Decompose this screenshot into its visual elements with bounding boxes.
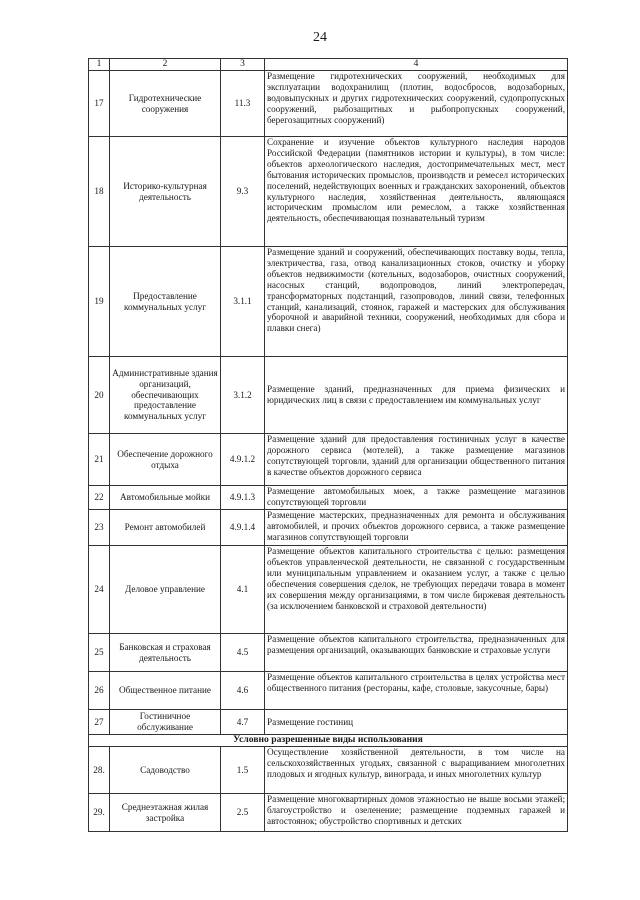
use-name: Обеспечение дорожного отдыха [110, 434, 221, 486]
header-cell: 2 [110, 59, 221, 71]
use-code: 4.1 [221, 546, 265, 634]
use-name: Предоставление коммунальных услуг [110, 247, 221, 357]
use-description: Размещение объектов капитального строительства с целью: размещения объектов управленческой деятельности, не связанной с государственным или муниципальным управлением и оказанием услуг, а также с целью обеспечения совершения сделок, не требующих передачи товара в момент их совершения между организациями, в том числе биржевая деятельность (за исключением банковской и страховой деятельности) [265, 546, 568, 634]
row-number: 29. [89, 794, 110, 832]
use-description: Размещение зданий, предназначенных для приема физических и юридических лиц в связи с предоставлением им коммунальных услуг [265, 357, 568, 434]
use-code: 2.5 [221, 794, 265, 832]
use-code: 3.1.1 [221, 247, 265, 357]
row-number: 26 [89, 672, 110, 710]
use-name: Садоводство [110, 747, 221, 794]
use-code: 4.9.1.2 [221, 434, 265, 486]
row-number: 22 [89, 486, 110, 510]
use-description: Осуществление хозяйственной деятельности, в том числе на сельскохозяйственных угодьях, связанной с выращиванием многолетних плодовых и ягодных культур, винограда, и иных многолетних культур [265, 747, 568, 794]
row-number: 20 [89, 357, 110, 434]
use-code: 4.9.1.3 [221, 486, 265, 510]
table-row [89, 510, 568, 546]
use-description: Размещение мастерских, предназначенных для ремонта и обслуживания автомобилей, и прочих объектов дорожного сервиса, а также размещение магазинов сопутствующей торговли [265, 510, 568, 546]
table-row [89, 247, 568, 357]
row-number: 25 [89, 634, 110, 672]
header-cell: 4 [265, 59, 568, 71]
table-row [89, 137, 568, 247]
use-description: Размещение объектов капитального строительства, предназначенных для размещения организаций, оказывающих банковские и страховые услуги [265, 634, 568, 672]
use-code: 1.5 [221, 747, 265, 794]
use-code: 4.6 [221, 672, 265, 710]
use-name: Автомобильные мойки [110, 486, 221, 510]
use-description: Размещение многоквартирных домов этажностью не выше восьми этажей; благоустройство и озеленение; размещение подземных гаражей и автостоянок; обустройство спортивных и детских [265, 794, 568, 832]
use-name: Деловое управление [110, 546, 221, 634]
row-number: 21 [89, 434, 110, 486]
use-name: Среднеэтажная жилая застройка [110, 794, 221, 832]
use-code: 11.3 [221, 71, 265, 137]
use-code: 4.7 [221, 710, 265, 735]
table-row [89, 747, 568, 794]
use-name: Гостиничное обслуживание [110, 710, 221, 735]
row-number: 27 [89, 710, 110, 735]
use-description: Размещение объектов капитального строительства в целях устройства мест общественного питания (рестораны, кафе, столовые, закусочные, бары) [265, 672, 568, 710]
use-description: Размещение гостиниц [265, 710, 568, 735]
row-number: 23 [89, 510, 110, 546]
use-code: 9.3 [221, 137, 265, 247]
use-code: 3.1.2 [221, 357, 265, 434]
use-name: Историко-культурная деятельность [110, 137, 221, 247]
use-description: Сохранение и изучение объектов культурного наследия народов Российской Федерации (памятников истории и культуры), в том числе: объектов археологического наследия, достопримечательных мест, мест бытования исторических промыслов, производств и ремесел исторических поселений, недействующих военных и гражданских захоронений, объектов культурного наследия, хозяйственная деятельность, являющаяся историческим промыслом или ремеслом, а также хозяйственная деятельность, обеспечивающая познавательный туризм [265, 137, 568, 247]
table-row [89, 672, 568, 710]
table-row [89, 434, 568, 486]
page-number: 24 [313, 30, 327, 45]
header-cell: 3 [221, 59, 265, 71]
use-description: Размещение зданий для предоставления гостиничных услуг в качестве дорожного сервиса (мотелей), а также размещение магазинов сопутствующей торговли, зданий для организации общественного питания в качестве объектов дорожного сервиса [265, 434, 568, 486]
row-number: 17 [89, 71, 110, 137]
use-code: 4.5 [221, 634, 265, 672]
use-description: Размещение гидротехнических сооружений, необходимых для эксплуатации водохранилищ (плотин, водосбросов, водозаборных, водовыпускных и других гидротехнических сооружений, судопропускных сооружений, рыбозащитных и рыбопропускных сооружений, берегозащитных сооружений) [265, 71, 568, 137]
table-row [89, 794, 568, 832]
section-title: Условно разрешенные виды использования [89, 735, 568, 747]
header-row [89, 59, 568, 71]
row-number: 28. [89, 747, 110, 794]
table-row [89, 486, 568, 510]
use-description: Размещение автомобильных моек, а также размещение магазинов сопутствующей торговли [265, 486, 568, 510]
use-name: Ремонт автомобилей [110, 510, 221, 546]
use-code: 4.9.1.4 [221, 510, 265, 546]
land-use-table [88, 58, 568, 832]
table-row [89, 710, 568, 735]
use-description: Размещение зданий и сооружений, обеспечивающих поставку воды, тепла, электричества, газа, отвод канализационных стоков, очистку и уборку объектов недвижимости (котельных, водозаборов, очистных сооружений, насосных станций, водопроводов, линий электропередач, трансформаторных подстанций, газопроводов, линий связи, телефонных станций, канализаций, стоянок, гаражей и мастерских для обслуживания уборочной и аварийной техники, сооружений, необходимых для сбора и плавки снега) [265, 247, 568, 357]
section-row [89, 735, 568, 747]
use-name: Банковская и страховая деятельность [110, 634, 221, 672]
use-name: Гидротехнические сооружения [110, 71, 221, 137]
table-row [89, 634, 568, 672]
table-row [89, 357, 568, 434]
header-cell: 1 [89, 59, 110, 71]
row-number: 24 [89, 546, 110, 634]
table-row [89, 71, 568, 137]
use-name: Административные здания организаций, обеспечивающих предоставление коммунальных услуг [110, 357, 221, 434]
row-number: 18 [89, 137, 110, 247]
use-name: Общественное питание [110, 672, 221, 710]
row-number: 19 [89, 247, 110, 357]
table-row [89, 546, 568, 634]
